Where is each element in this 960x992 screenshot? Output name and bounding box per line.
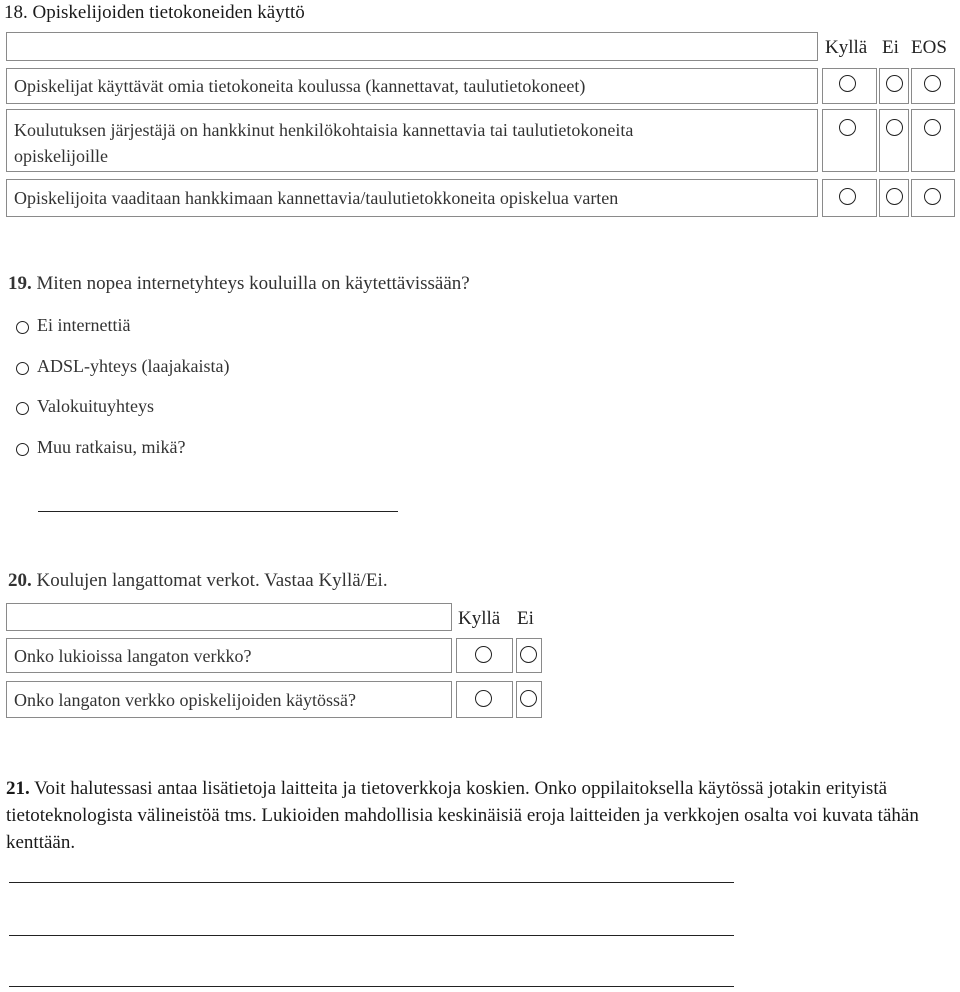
q19-number: 19.: [8, 273, 32, 294]
q18-row1-ei-radio[interactable]: [886, 75, 903, 92]
q21-question: [6, 775, 951, 856]
q18-row3-cell: [6, 179, 818, 217]
q19-option3-radio[interactable]: [16, 402, 29, 415]
q21-answer-line-2[interactable]: [9, 935, 734, 936]
q18-row1-kylla-radio[interactable]: [839, 75, 856, 92]
q18-row2-kylla-radio[interactable]: [839, 119, 856, 136]
q19-option2-label: ADSL-yhteys (laajakaista): [37, 356, 230, 376]
q18-col-kylla: Kyllä: [825, 37, 868, 58]
q21-answer-line-3[interactable]: [9, 986, 734, 987]
q19-option2-radio[interactable]: [16, 362, 29, 375]
q19-title: [8, 273, 470, 295]
q20-row2-ei-radio[interactable]: [520, 690, 537, 707]
q18-title-text: Opiskelijoiden tietokoneiden käyttö: [32, 2, 305, 23]
q20-row1-cell: [6, 638, 452, 673]
q20-row2-cell: [6, 681, 452, 718]
q19-option1-label: Ei internettiä: [37, 315, 131, 335]
q18-header-blank-cell: [6, 32, 818, 61]
q20-col-ei: Ei: [517, 608, 534, 629]
q18-row3-eos-radio[interactable]: [924, 188, 941, 205]
q20-col-kylla: Kyllä: [458, 608, 501, 629]
q18-row2-cell: [6, 109, 818, 172]
q18-row1-eos-radio[interactable]: [924, 75, 941, 92]
q18-col-ei: Ei: [882, 37, 899, 58]
q19-option4-radio[interactable]: [16, 443, 29, 456]
q18-row1-label: Opiskelijat käyttävät omia tietokoneita koulussa (kannettavat, taulutietokoneet): [14, 76, 586, 96]
q20-title-text: Koulujen langattomat verkot. Vastaa Kyllä/Ei.: [36, 570, 388, 591]
q18-row3-ei-radio[interactable]: [886, 188, 903, 205]
q20-row1-ei-radio[interactable]: [520, 646, 537, 663]
q19-title-text: Miten nopea internetyhteys kouluilla on käytettävissään?: [36, 273, 470, 294]
q19-other-answer-line[interactable]: [38, 511, 398, 512]
q18-title: [4, 2, 305, 24]
q20-number: 20.: [8, 570, 32, 591]
q19-option3-label: Valokuituyhteys: [37, 396, 154, 416]
q20-row2-label: Onko langaton verkko opiskelijoiden käytössä?: [14, 690, 356, 710]
q20-title: [8, 570, 388, 592]
q18-row2-ei-radio[interactable]: [886, 119, 903, 136]
q18-row3-label: Opiskelijoita vaaditaan hankkimaan kannettavia/taulutietokkoneita opiskelua varten: [14, 188, 619, 208]
q18-row2-label-line2: opiskelijoille: [14, 146, 108, 166]
q18-row2-label-line1: Koulutuksen järjestäjä on hankkinut henkilökohtaisia kannettavia tai taulutietokoneita: [14, 120, 634, 140]
q20-row1-label: Onko lukioissa langaton verkko?: [14, 646, 252, 666]
q19-option4-label: Muu ratkaisu, mikä?: [37, 437, 186, 457]
q18-row2-eos-radio[interactable]: [924, 119, 941, 136]
q18-row3-kylla-radio[interactable]: [839, 188, 856, 205]
q18-number: 18.: [4, 2, 28, 23]
q18-col-eos: EOS: [911, 37, 947, 58]
q21-answer-line-1[interactable]: [9, 882, 734, 883]
q20-header-blank-cell: [6, 603, 452, 631]
q18-row1-cell: [6, 68, 818, 104]
q20-row1-kylla-radio[interactable]: [475, 646, 492, 663]
q19-option1-radio[interactable]: [16, 321, 29, 334]
q21-number: 21.: [6, 778, 30, 799]
q21-text: Voit halutessasi antaa lisätietoja laitteita ja tietoverkkoja koskien. Onko oppilaitoksella käytössä jotakin erityistä tietoteknologista välineistöä tms. Lukioiden mahdollisia keskinäisiä eroja laitteiden ja verkkojen osalta voi kuvata tähän kenttään.: [6, 778, 919, 853]
q20-row2-kylla-radio[interactable]: [475, 690, 492, 707]
